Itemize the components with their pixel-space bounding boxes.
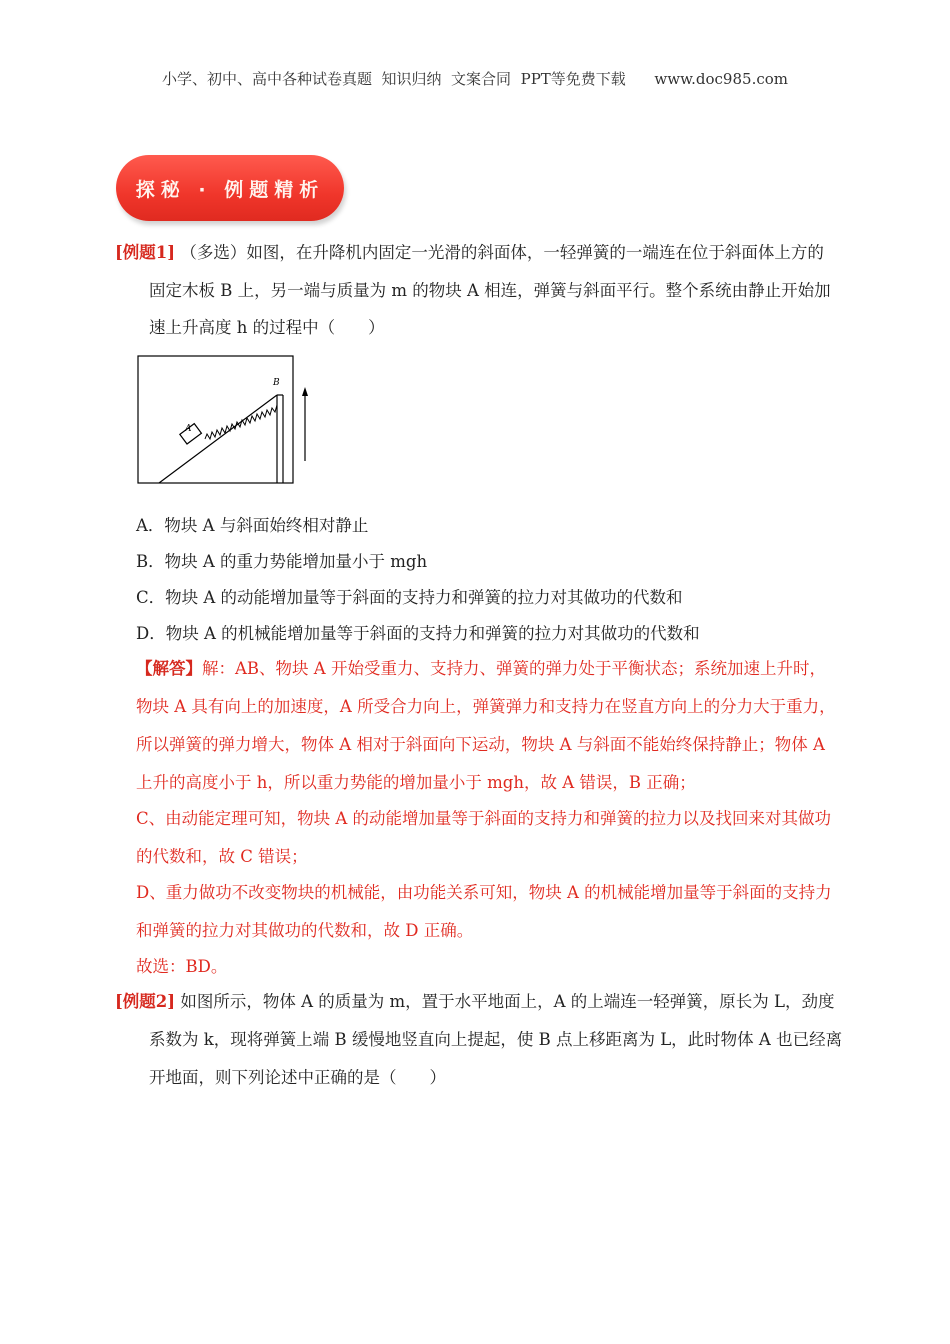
answer-line-1: 【解答】解：AB、物块 A 开始受重力、支持力、弹簧的弹力处于平衡状态；系统加速上升时， [136, 659, 826, 678]
section-banner [116, 155, 344, 221]
incline-spring-figure [137, 355, 313, 485]
answer-tag: 【解答】 [136, 659, 202, 678]
label-b: B [273, 378, 280, 388]
page-header: 小学、初中、高中各种试卷真题 知识归纳 文案合同 PPT等免费下载 www.doc985.com [161, 70, 788, 88]
answer-line-2: 物块 A 具有向上的加速度，A 所受合力向上，弹簧弹力和支持力在竖直方向上的分力大于重力， [136, 697, 836, 716]
answer-line-4: 上升的高度小于 h，所以重力势能的增加量小于 mgh，故 A 错误，B 正确； [136, 773, 696, 792]
q1-text-1: （多选）如图，在升降机内固定一光滑的斜面体，一轻弹簧的一端连在位于斜面体上方的 [175, 243, 824, 262]
answer-line-5: C、由动能定理可知，物块 A 的动能增加量等于斜面的支持力和弹簧的拉力以及找回来对其做功 [136, 809, 832, 828]
label-a: A [185, 424, 192, 434]
incline-surface [159, 395, 277, 483]
elevator-box [138, 356, 293, 483]
option-d: D．物块 A 的机械能增加量等于斜面的支持力和弹簧的拉力对其做功的代数和 [136, 624, 700, 643]
banner-title: 探秘 · 例题精析 [135, 179, 325, 201]
answer-line-9: 故选：BD。 [136, 957, 228, 976]
option-c: C．物块 A 的动能增加量等于斜面的支持力和弹簧的拉力对其做功的代数和 [136, 588, 683, 607]
figure-svg [137, 355, 313, 485]
spring [205, 405, 277, 439]
answer-line-8: 和弹簧的拉力对其做功的代数和，故 D 正确。 [136, 921, 474, 940]
q2-line-1 [115, 990, 835, 1014]
q2-text-1: 如图所示，物体 A 的质量为 m，置于水平地面上，A 的上端连一轻弹簧，原长为 L，劲度 [175, 992, 835, 1011]
q2-line-2: 系数为 k，现将弹簧上端 B 缓慢地竖直向上提起，使 B 点上移距离为 L，此时物体 A 也已经离 [149, 1030, 843, 1049]
answer-line-7: D、重力做功不改变物块的机械能，由功能关系可知，物块 A 的机械能增加量等于斜面的支持力 [136, 883, 832, 902]
answer-line-6: 的代数和，故 C 错误； [136, 847, 308, 866]
q1-tag: [例题1] [115, 243, 176, 262]
q2-tag: [例题2] [115, 992, 176, 1011]
q1-line-3: 速上升高度 h 的过程中（ ） [149, 318, 385, 337]
q1-line-1 [115, 241, 824, 265]
option-b: B．物块 A 的重力势能增加量小于 mgh [136, 552, 428, 571]
q1-line-2: 固定木板 B 上，另一端与质量为 m 的物块 A 相连，弹簧与斜面平行。整个系统由静止开始加 [149, 281, 831, 300]
arrow-head-icon [302, 387, 308, 396]
option-a: A．物块 A 与斜面始终相对静止 [136, 516, 369, 535]
answer-line-3: 所以弹簧的弹力增大，物体 A 相对于斜面向下运动，物块 A 与斜面不能始终保持静止；物体 A [136, 735, 825, 754]
q2-line-3: 开地面，则下列论述中正确的是（ ） [149, 1068, 446, 1087]
